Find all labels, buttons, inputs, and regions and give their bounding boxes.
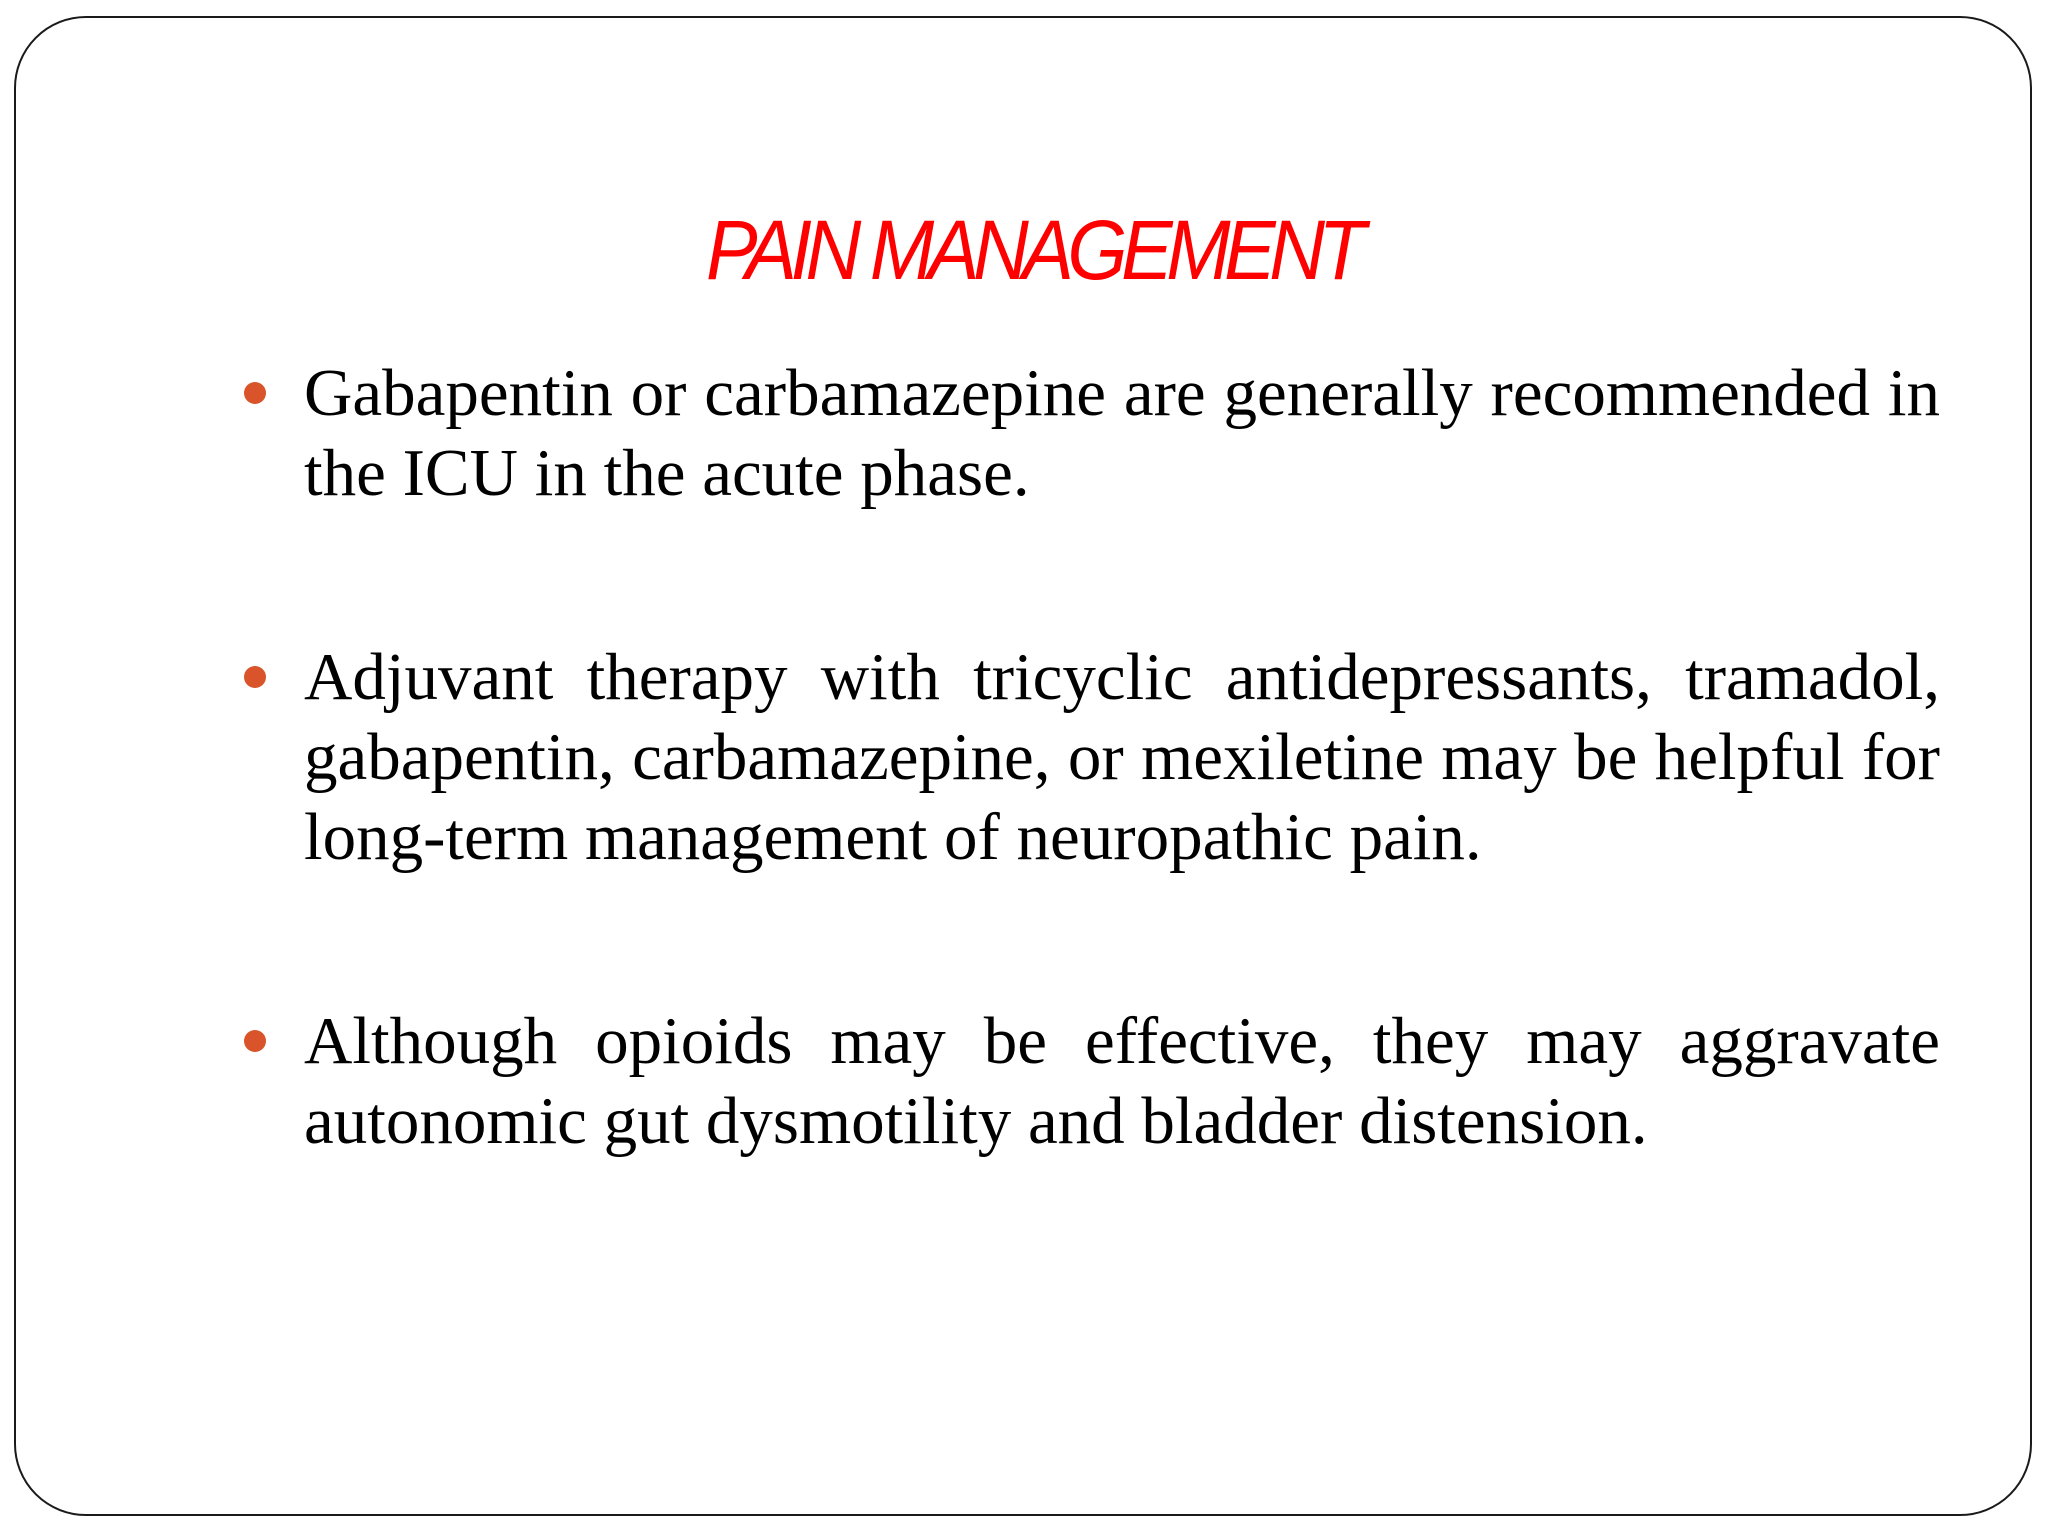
slide-title: PAIN MANAGEMENT [706,203,1360,297]
bullet-text: Adjuvant therapy with tricyclic antidepressants, tramadol, gabapentin, carbamazepine, or mexiletine may be helpful for long-term management of neuropathic pain. [304,640,1940,874]
bullet-item-3 [304,1001,1940,1161]
bullet-dot-icon [244,666,266,688]
bullet-list [304,353,1940,1285]
bullet-item-1 [304,353,1940,513]
bullet-dot-icon [244,1030,266,1052]
bullet-text: Although opioids may be effective, they may aggravate autonomic gut dysmotility and bladder distension. [304,1004,1940,1158]
bullet-text: Gabapentin or carbamazepine are generally recommended in the ICU in the acute phase. [304,356,1940,510]
bullet-item-2 [304,637,1940,877]
slide-frame [14,16,2032,1516]
bullet-dot-icon [244,382,266,404]
